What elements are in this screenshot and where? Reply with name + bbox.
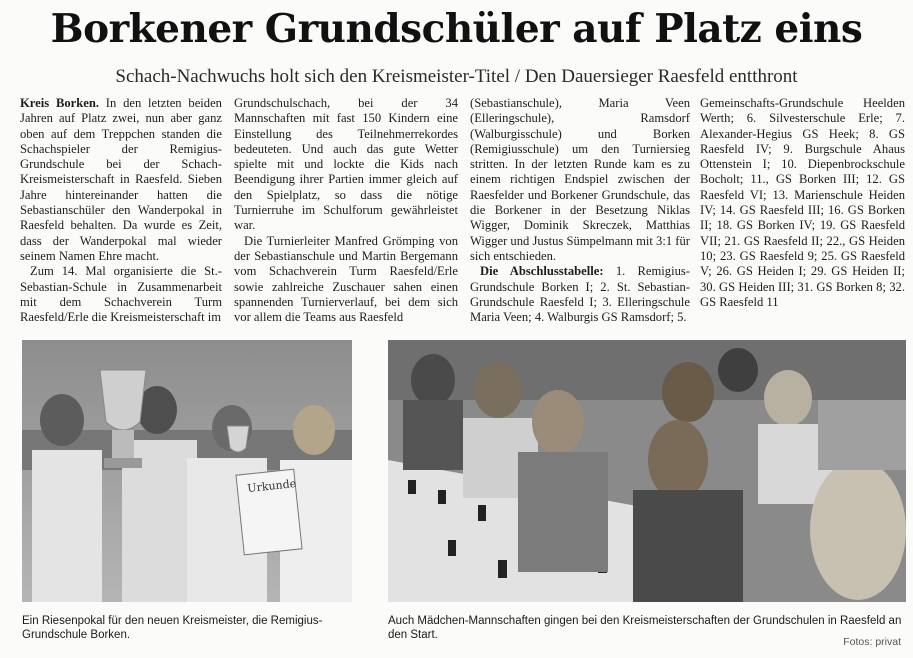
article-column-4 xyxy=(700,96,905,328)
subheadline: Schach-Nachwuchs holt sich den Kreismeister-Titel / Den Dauersieger Raesfeld entthront xyxy=(115,66,798,87)
photo1-caption: Ein Riesenpokal für den neuen Kreismeister, die Remigius-Grundschule Borken. xyxy=(22,615,323,641)
results-table-title: Die Abschlusstabelle: xyxy=(480,264,604,279)
photo-trophy-winners xyxy=(22,340,352,602)
article-paragraph-3: (Sebastianschule), Maria Veen (Elleringschule), Ramsdorf (Walburgisschule) und Borken (Remigiusschule) um den Turniersieg stritten. In der letzten Runde kam es zu einem richtigen Endspiel zwischen der Raesfelder und Borkener Grundschule, das die Borkener in der Besetzung Niklas Wigger, Dominik Skreczek, Matthias Wigger und Justus Sümpelmann mit 3:1 für sich entschieden. xyxy=(470,96,690,263)
photo-trophy-image xyxy=(22,340,352,602)
article-column-1 xyxy=(20,96,222,328)
article-paragraph-3: Die Turnierleiter Manfred Grömping von der Sebastianschule und Martin Bergemann vom Schachverein Turm Raesfeld/Erle sowie zahlreiche Zuschauer sahen einen spannenden Turnierverlauf, bei dem sich vor allem die Teams aus Raesfeld xyxy=(234,233,458,325)
results-table: Die Abschlusstabelle: 1. Remigius-Grundschule Borken I; 2. St. Sebastian-Grundschule Raesfeld I; 3. Elleringschule Maria Veen; 4. Walburgis GS Ramsdorf; 5. xyxy=(470,264,690,325)
certificate-text: Urkunde xyxy=(246,477,297,496)
lead-location: Kreis Borken. xyxy=(20,96,99,110)
results-table: Gemeinschafts-Grundschule Heelden Werth; 6. Silvesterschule Erle; 7. Alexander-Hegius GS Heek; 8. GS Raesfeld IV; 9. Burgschule Ahaus Ottenstein I; 10. Diepenbrockschule Bocholt; 11., GS Borken III; 12. GS Raesfeld VI; 13. Marienschule Heiden IV; 14. GS Raesfeld III; 16. GS Borken II; 18. GS Borken IV; 19. GS Raesfeld VII; 21. GS Raesfeld II; 22., GS Heiden 10; 23. GS Raesfeld 9; 25. GS Raesfeld V; 26. GS Heiden I; 29. GS Heiden II; 30. GS Heiden III; 31. GS Borken 8; 32. GS Raesfeld 11 xyxy=(700,96,905,309)
article-paragraph-2: Zum 14. Mal organisierte die St.-Sebastian-Schule in Zusammenarbeit mit dem Schachverein Turm Raesfeld/Erle die Kreismeisterschaft im xyxy=(20,264,222,325)
photo-girls-chess xyxy=(388,340,906,602)
article-column-2 xyxy=(234,96,458,328)
photo-chess-image xyxy=(388,340,906,602)
photo2-caption: Auch Mädchen-Mannschaften gingen bei den Kreismeisterschaften der Grundschulen in Raesfeld an den Start. xyxy=(388,615,902,641)
article-paragraph-1: Kreis Borken. In den letzten beiden Jahren auf Platz zwei, nun aber ganz oben auf dem Treppchen standen die Schachspieler der Remigius-Grundschule bei der Schach-Kreismeisterschaft in Raesfeld. Sieben Jahre hintereinander hatten die Sebastianschüler den Wanderpokal in Raesfeld behalten. Da wurde es Zeit, dass der Wanderpokal mal wieder seinem Namen Ehre macht. xyxy=(20,96,222,263)
headline: Borkener Grundschüler auf Platz eins xyxy=(50,6,863,52)
article-paragraph-2: Grundschulschach, bei der 34 Mannschaften mit fast 150 Kindern eine Einstellung des Teilnehmerrekordes bedeuteten. Und auch das gute Wetter spielte mit und lockte die Kids nach Beendigung ihrer Partien immer gleich auf den Spielplatz, so dass die nötige Turnierruhe im Schulforum gewährleistet war. xyxy=(234,96,458,233)
photo-credit: Fotos: privat xyxy=(843,636,901,648)
article-column-3 xyxy=(470,96,690,328)
